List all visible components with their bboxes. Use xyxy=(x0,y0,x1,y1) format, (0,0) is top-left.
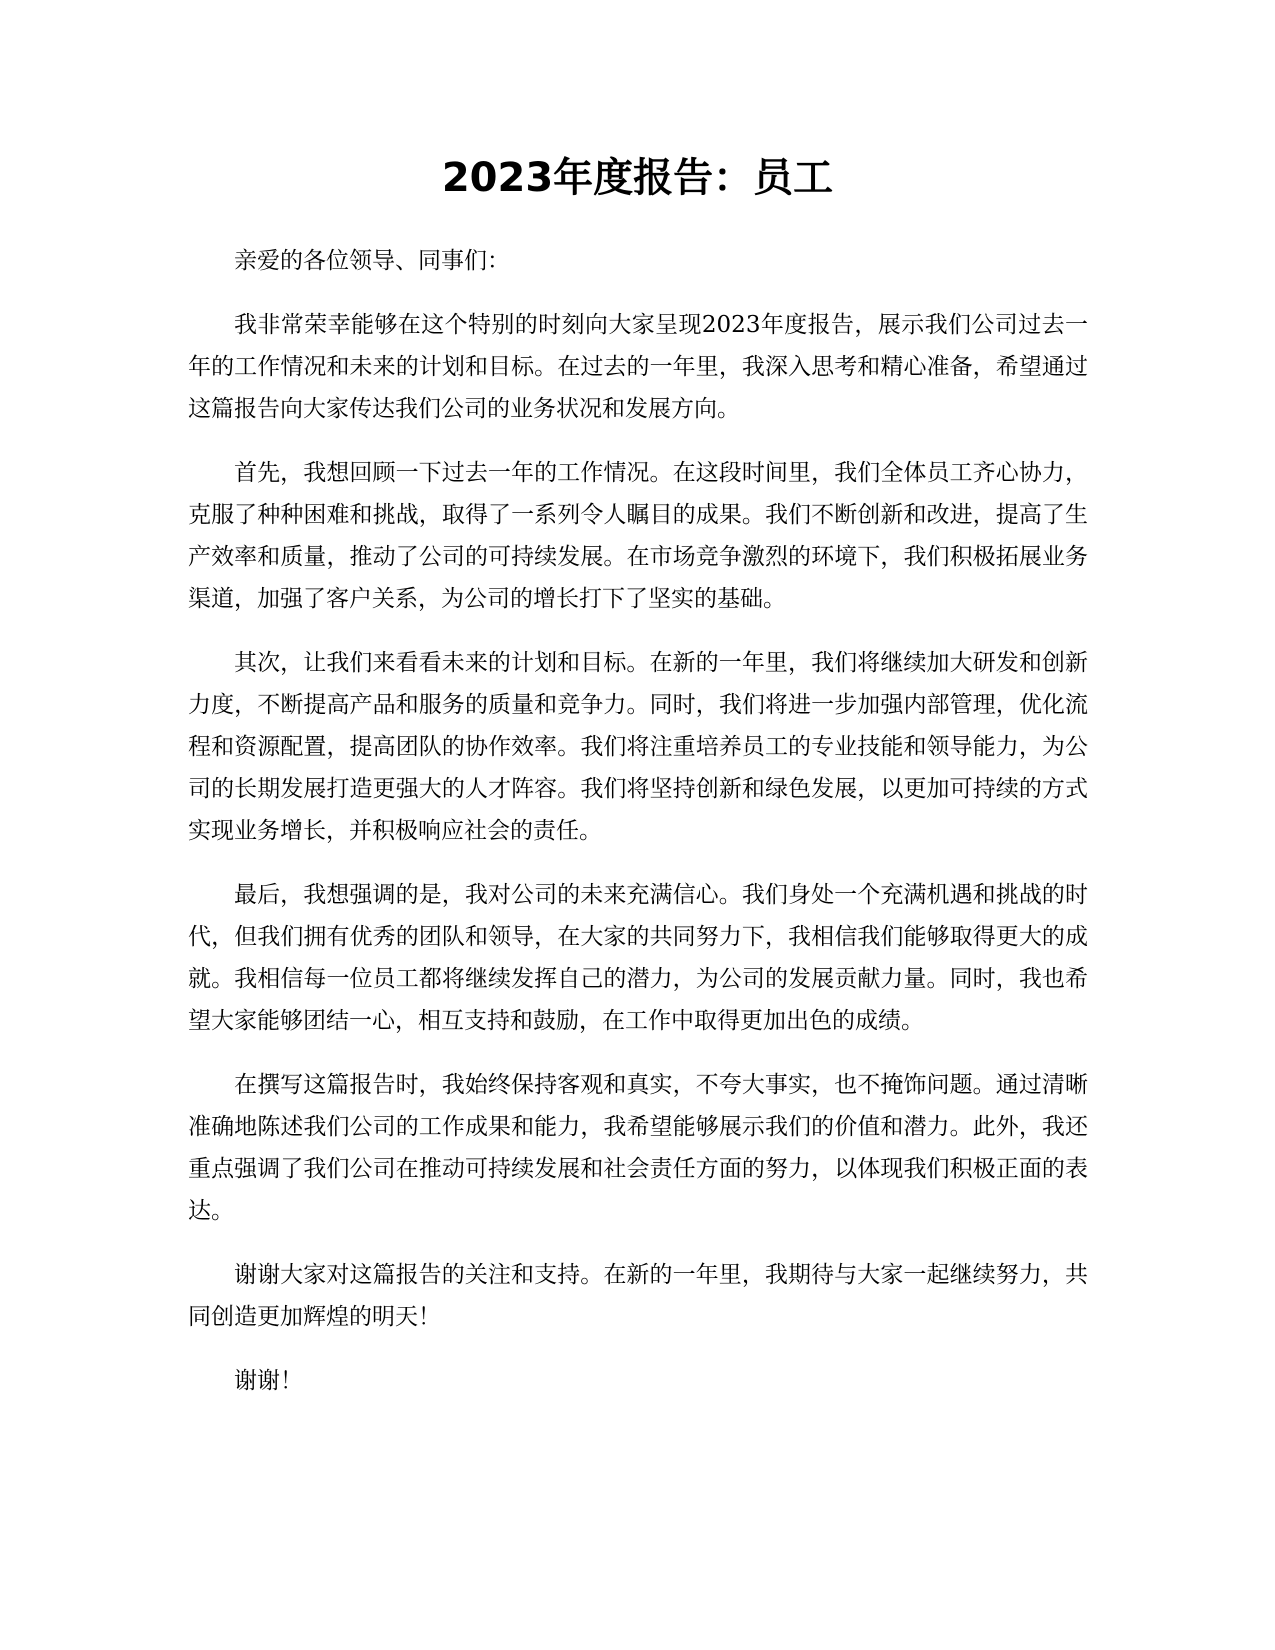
document-body xyxy=(188,240,1088,1424)
paragraph-thanks: 谢谢大家对这篇报告的关注和支持。在新的一年里，我期待与大家一起继续努力，共同创造更加辉煌的明天！ xyxy=(188,1262,1088,1330)
paragraph-intro: 我非常荣幸能够在这个特别的时刻向大家呈现2023年度报告，展示我们公司过去一年的工作情况和未来的计划和目标。在过去的一年里，我深入思考和精心准备，希望通过这篇报告向大家传达我们公司的业务状况和发展方向。 xyxy=(188,312,1088,422)
paragraph-closing: 谢谢！ xyxy=(234,1368,303,1394)
paragraph-method: 在撰写这篇报告时，我始终保持客观和真实，不夸大事实，也不掩饰问题。通过清晰准确地陈述我们公司的工作成果和能力，我希望能够展示我们的价值和潜力。此外，我还重点强调了我们公司在推动可持续发展和社会责任方面的努力，以体现我们积极正面的表达。 xyxy=(188,1072,1088,1224)
paragraph-confidence: 最后，我想强调的是，我对公司的未来充满信心。我们身处一个充满机遇和挑战的时代，但我们拥有优秀的团队和领导，在大家的共同努力下，我相信我们能够取得更大的成就。我相信每一位员工都将继续发挥自己的潜力，为公司的发展贡献力量。同时，我也希望大家能够团结一心，相互支持和鼓励，在工作中取得更加出色的成绩。 xyxy=(188,882,1088,1034)
paragraph-greeting: 亲爱的各位领导、同事们： xyxy=(234,248,510,274)
document-title: 2023年度报告：员工 xyxy=(441,155,834,201)
paragraph-plans: 其次，让我们来看看未来的计划和目标。在新的一年里，我们将继续加大研发和创新力度，不断提高产品和服务的质量和竞争力。同时，我们将进一步加强内部管理，优化流程和资源配置，提高团队的协作效率。我们将注重培养员工的专业技能和领导能力，为公司的长期发展打造更强大的人才阵容。我们将坚持创新和绿色发展，以更加可持续的方式实现业务增长，并积极响应社会的责任。 xyxy=(188,650,1088,844)
paragraph-review: 首先，我想回顾一下过去一年的工作情况。在这段时间里，我们全体员工齐心协力，克服了种种困难和挑战，取得了一系列令人瞩目的成果。我们不断创新和改进，提高了生产效率和质量，推动了公司的可持续发展。在市场竞争激烈的环境下，我们积极拓展业务渠道，加强了客户关系，为公司的增长打下了坚实的基础。 xyxy=(188,460,1088,612)
